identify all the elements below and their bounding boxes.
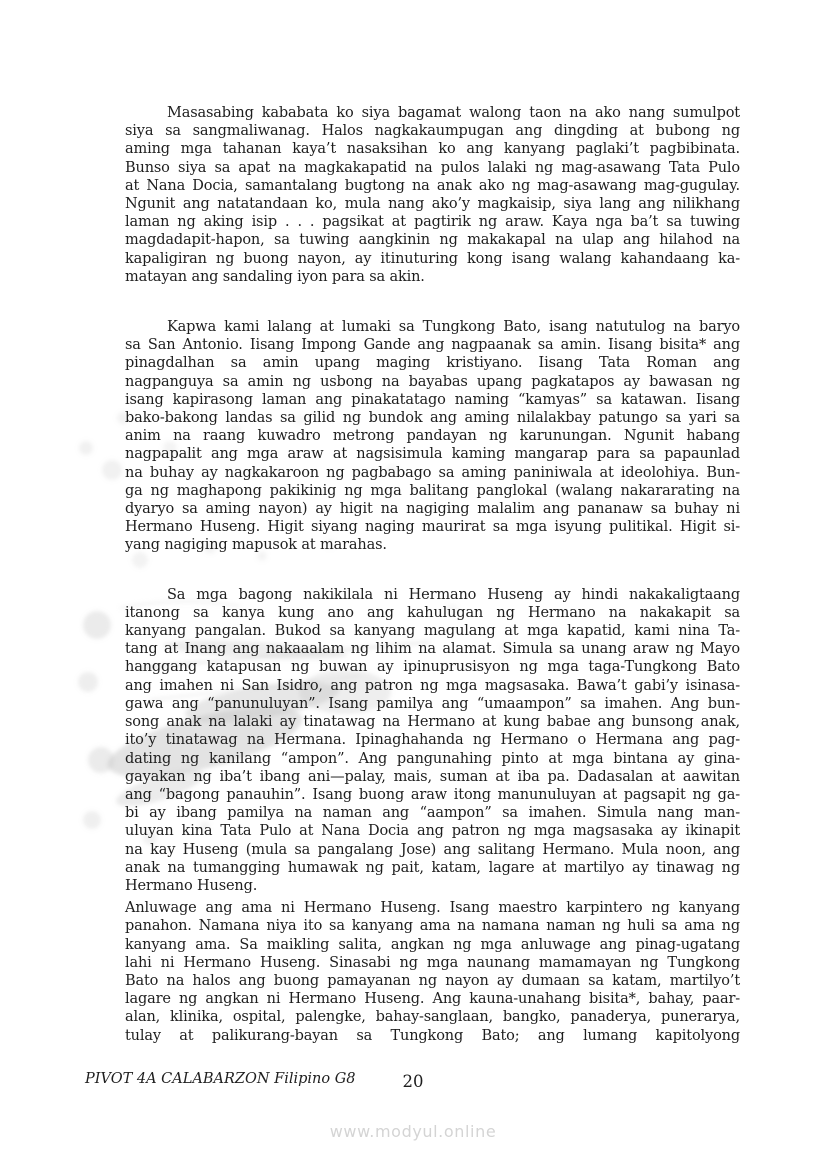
paragraph [125, 318, 740, 555]
text-line: Anluwage ang ama ni Hermano Huseng. Isang maestro karpintero ng kanyang [125, 900, 740, 917]
text-line: pinagdalhan sa amin upang maging kristiyano. Iisang Tata Roman ang [125, 355, 740, 372]
text-line: sa San Antonio. Iisang Impong Gande ang nagpaanak sa amin. Iisang bisita* ang [125, 337, 740, 354]
text-line: dyaryo sa aming nayon) ay higit na nagiging malalim ang pananaw sa buhay ni [125, 501, 740, 518]
text-line: uluyan kina Tata Pulo at Nana Docia ang patron ng mga magsasaka ay ikinapit [125, 823, 740, 840]
text-line: itanong sa kanya kung ano ang kahulugan ng Hermano na nakakapit sa [125, 604, 740, 621]
text-line: at Nana Docia, samantalang bugtong na anak ako ng mag-asawang mag-gugulay. [125, 177, 740, 194]
text-line: Hermano Huseng. [125, 877, 258, 894]
text-line: bi ay ibang pamilya na naman ang “aampon” sa imahen. Simula nang man- [125, 805, 740, 822]
page-number: 20 [402, 1072, 424, 1091]
text-line: isang kapirasong laman ang pinakatatago naming “kamyas” sa katawan. Iisang [125, 391, 740, 408]
text-line: song anak na lalaki ay tinatawag na Hermano at kung babae ang bunsong anak, [125, 714, 740, 731]
paragraph [125, 104, 740, 286]
text-line: gawa ang “panunuluyan”. Isang pamilya ang “umaampon” sa imahen. Ang bun- [125, 695, 740, 712]
text-line: Sa mga bagong nakikilala ni Hermano Huseng ay hindi nakakaligtaang [167, 586, 740, 603]
text-line: matayan ang sandaling iyon para sa akin. [125, 268, 425, 285]
text-line: anak na tumangging humawak ng pait, katam, lagare at martilyo ay tinawag ng [125, 859, 740, 876]
text-line: gayakan ng iba’t ibang ani—palay, mais, suman at iba pa. Dadasalan at aawitan [125, 768, 740, 785]
text-line: Kapwa kami lalang at lumaki sa Tungkong Bato, isang natutulog na baryo [167, 319, 740, 336]
footer-module-label: PIVOT 4A CALABARZON Filipino G8 [85, 1071, 356, 1087]
text-line: anim na raang kuwadro metrong pandayan ng karunungan. Ngunit habang [125, 428, 740, 445]
story-text [125, 104, 740, 1045]
text-line: yang nagiging mapusok at marahas. [125, 537, 387, 554]
text-line: bako-bakong landas sa gilid ng bundok ang aming nilalakbay patungo sa yari sa [125, 410, 740, 427]
text-line: aming mga tahanan kaya’t nasaksihan ko ang kanyang paglaki’t pagbibinata. [125, 141, 740, 158]
text-line: ang “bagong panauhin”. Isang buong araw itong manunuluyan at pagsapit ng ga- [125, 786, 740, 803]
text-line: siya sa sangmaliwanag. Halos nagkakaumpugan ang dingding at bubong ng [125, 123, 740, 140]
text-line: Hermano Huseng. Higit siyang naging maurirat sa mga isyung pulitikal. Higit si- [125, 519, 740, 536]
text-line: ga ng maghapong pakikinig ng mga balitang panglokal (walang nakararating na [125, 482, 740, 499]
text-line: laman ng aking isip . . . pagsikat at pagtirik ng araw. Kaya nga ba’t sa tuwing [125, 214, 740, 231]
text-line: na buhay ay nagkakaroon ng pagbabago sa aming paniniwala at ideolohiya. Bun- [125, 464, 740, 481]
text-line: nagpapalit ang mga araw at nagsisimula kaming mangarap para sa papaunlad [125, 446, 740, 463]
text-line: kanyang ama. Sa maikling salita, angkan ng mga anluwage ang pinag-ugatang [125, 936, 740, 953]
text-line: lagare ng angkan ni Hermano Huseng. Ang kauna-unahang bisita*, bahay, paar- [125, 991, 740, 1008]
text-line: nagpanguya sa amin ng usbong na bayabas upang pagkatapos ay bawasan ng [125, 373, 740, 390]
text-line: lahi ni Hermano Huseng. Sinasabi ng mga naunang mamamayan ng Tungkong [125, 954, 740, 971]
text-line: alan, klinika, ospital, palengke, bahay-sanglaan, bangko, panaderya, punerarya, [125, 1009, 740, 1026]
text-line: Ngunit ang natatandaan ko, mula nang ako’y magkaisip, siya lang ang nilikhang [125, 196, 740, 213]
text-line: Bato na halos ang buong pamayanan ng nayon ay dumaan sa katam, martilyo’t [125, 972, 740, 989]
text-line: Bunso siya sa apat na magkakapatid na pulos lalaki ng mag-asawang Tata Pulo [125, 159, 740, 176]
text-line: ito’y tinatawag na Hermana. Ipinaghahanda ng Hermano o Hermana ang pag- [125, 732, 740, 749]
text-line: ang imahen ni San Isidro, ang patron ng mga magsasaka. Bawa’t gabi’y isinasa- [125, 677, 740, 694]
paragraph [125, 586, 740, 895]
text-line: magdadapit-hapon, sa tuwing aangkinin ng makakapal na ulap ang hilahod na [125, 232, 740, 249]
text-line: kanyang pangalan. Bukod sa kanyang magulang at mga kapatid, kami nina Ta- [125, 623, 740, 640]
paragraph [125, 899, 740, 1045]
text-line: hanggang katapusan ng buwan ay ipinuprusisyon ng mga taga-Tungkong Bato [125, 659, 740, 676]
text-line: panahon. Namana niya ito sa kanyang ama na namana naman ng huli sa ama ng [125, 918, 740, 935]
text-line: na kay Huseng (mula sa pangalang Jose) ang salitang Hermano. Mula noon, ang [125, 841, 740, 858]
site-watermark: www.modyul.online [329, 1122, 497, 1141]
text-line: Masasabing kababata ko siya bagamat walong taon na ako nang sumulpot [167, 105, 740, 121]
text-line: kapaligiran ng buong nayon, ay itinuturing kong isang walang kahandaang ka- [125, 250, 740, 267]
text-line: tulay at palikurang-bayan sa Tungkong Bato; ang lumang kapitolyong [125, 1027, 740, 1044]
text-line: tang at Inang ang nakaaalam ng lihim na alamat. Simula sa unang araw ng Mayo [125, 641, 740, 658]
text-line: dating ng kanilang “ampon”. Ang pangunahing pinto at mga bintana ay gina- [125, 750, 740, 767]
